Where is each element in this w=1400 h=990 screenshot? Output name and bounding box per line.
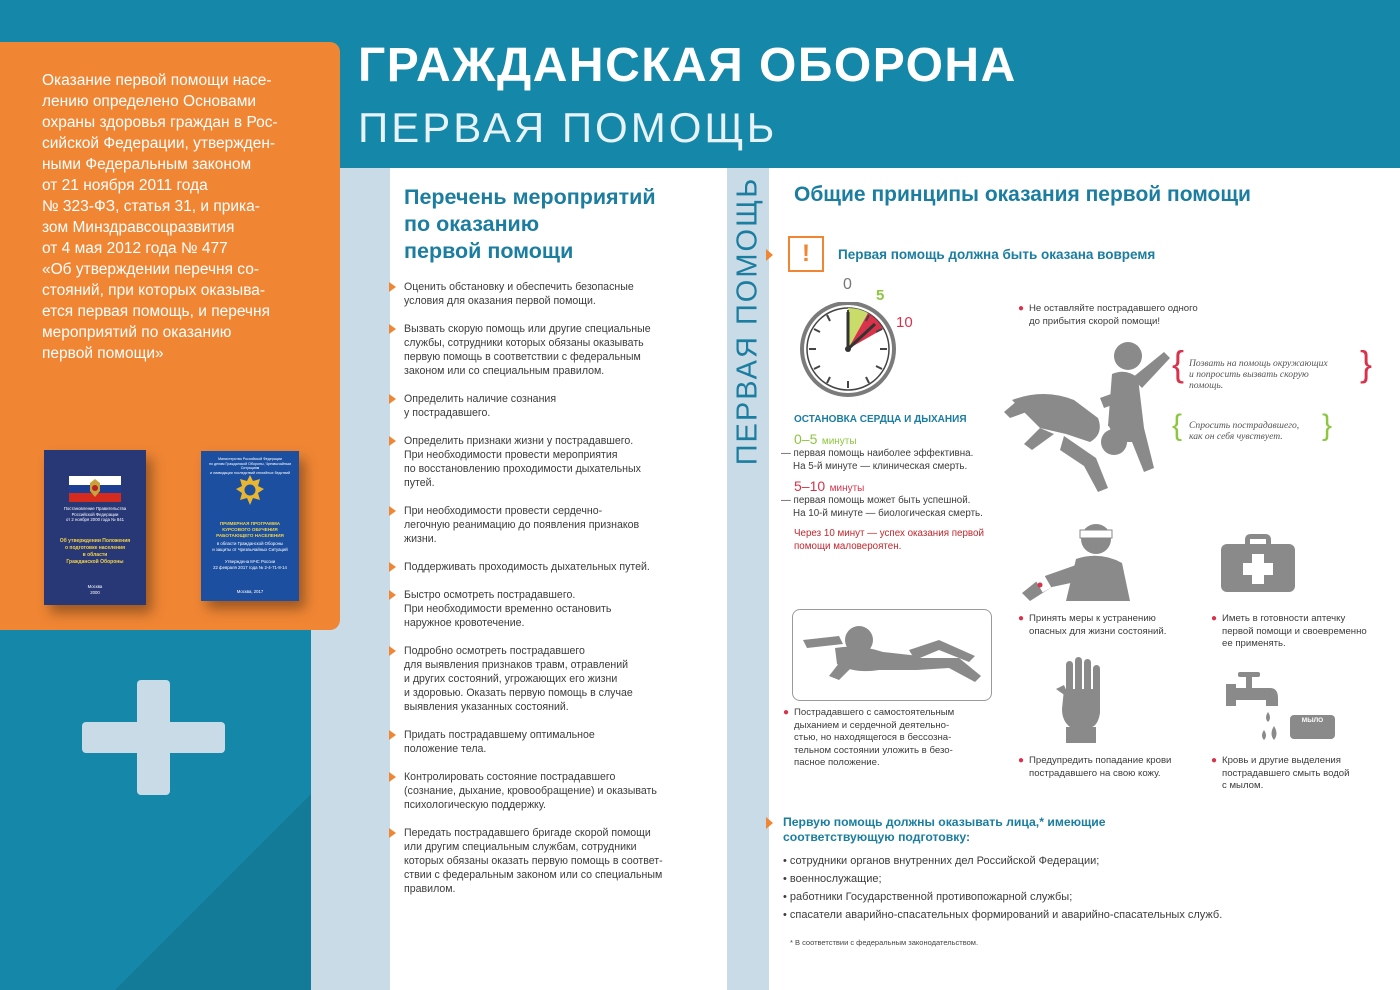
brace-right-icon: } bbox=[1360, 343, 1373, 384]
blood-note: ● Предупредить попадание крови пострадавшего на свою кожу. bbox=[1018, 755, 1172, 779]
list-item: Определить наличие сознания у пострадавшего. bbox=[387, 392, 707, 420]
range-5-10-text: — первая помощь может быть успешной. На 10-й минуте — биологическая смерть. bbox=[781, 495, 983, 519]
page-subtitle: ПЕРВАЯ ПОМОЩЬ bbox=[358, 104, 778, 151]
list-item: При необходимости провести сердечно- легочную реанимацию до появления признаков жизни. bbox=[387, 504, 707, 546]
soap-icon: МЫЛО bbox=[1290, 715, 1335, 739]
ask-note: Спросить пострадавшего, как он себя чувствует. bbox=[1189, 420, 1300, 442]
list-item: • работники Государственной противопожарной службы; bbox=[783, 888, 1222, 906]
list-item: • военнослужащие; bbox=[783, 870, 1222, 888]
clock-label-ten: 10 bbox=[896, 314, 913, 331]
cardiac-heading: ОСТАНОВКА СЕРДЦА И ДЫХАНИЯ bbox=[794, 414, 967, 425]
list-item: Определить признаки жизни у пострадавшего. При необходимости провести мероприятия по восстановлению проходимости дыхательных путей. bbox=[387, 434, 707, 490]
emergency-emblem-icon bbox=[234, 473, 266, 509]
intro-text: Оказание первой помощи насе- лению определено Основами охраны здоровья граждан в Рос- сийской Федерации, утвержден- ными Федеральным законом от 21 ноября 2011 года № 323-ФЗ, статья 31, и прика- зом Минздравсоцразвития от 4 мая 2012 года № 477 «Об утверждении перечня со- стояний, при которых оказыва- ется первая помощь, и перечня мероприятий по оказанию первой помощи» bbox=[42, 72, 278, 362]
principles-heading: Общие принципы оказания первой помощи bbox=[794, 183, 1251, 206]
providers-heading: Первую помощь должны оказывать лица,* имеющие соответствующую подготовку: bbox=[783, 815, 1106, 844]
list-item: Передать пострадавшего бригаде скорой помощи или другим специальным службам, сотрудники которых обязаны оказать первую помощь в соответ- ствии с федеральным законом или со специальным правилом. bbox=[387, 826, 707, 896]
dont-leave-note: ● Не оставляйте пострадавшего одного до прибытия скорой помощи! bbox=[1018, 303, 1198, 327]
list-item: • спасатели аварийно-спасательных формирований и аварийно-спасательных служб. bbox=[783, 906, 1222, 924]
list-item: • сотрудники органов внутренних дел Российской Федерации; bbox=[783, 852, 1222, 870]
range-0-5: 0–5 минуты bbox=[794, 431, 857, 447]
book-civil-defense-regulation: Постановление Правительства Российской Федерации от 2 ноября 2000 года № 841 Об утверждении Положения о подготовке населения в области Гражданской Обороны Москва 2000 bbox=[44, 450, 146, 605]
exclamation-icon: ! bbox=[788, 236, 824, 272]
faucet-icon bbox=[1226, 668, 1288, 750]
cardiac-warning: Через 10 минут — успех оказания первой помощи маловероятен. bbox=[794, 528, 984, 552]
rescuer-helping-victim-icon bbox=[1004, 338, 1174, 498]
vertical-label: ПЕРВАЯ ПОМОЩЬ bbox=[731, 176, 764, 466]
pointer-icon-2 bbox=[766, 817, 773, 829]
footnote: * В соответствии с федеральным законодательством. bbox=[790, 938, 979, 947]
glove-icon bbox=[1054, 655, 1108, 745]
recovery-position-icon bbox=[799, 618, 985, 690]
clock-label-five: 5 bbox=[876, 287, 885, 304]
list-item: Придать пострадавшему оптимальное положение тела. bbox=[387, 728, 707, 756]
measures-list bbox=[387, 280, 707, 910]
pointer-icon bbox=[766, 249, 773, 261]
brace-left-icon: { bbox=[1172, 343, 1185, 384]
plus-icon-bar bbox=[82, 722, 225, 753]
brace-left-green-icon: { bbox=[1172, 409, 1183, 442]
measures-life-note: ● Принять меры к устранению опасных для жизни состояний. bbox=[1018, 613, 1167, 637]
page-title: ГРАЖДАНСКАЯ ОБОРОНА bbox=[358, 39, 1017, 92]
providers-list bbox=[783, 852, 1222, 924]
wash-note: ● Кровь и другие выделения пострадавшего смыть водой с мылом. bbox=[1211, 755, 1350, 791]
bandaged-person-icon bbox=[1018, 521, 1134, 601]
list-item: Быстро осмотреть пострадавшего. При необходимости временно остановить наружное кровотечение. bbox=[387, 588, 707, 630]
recovery-position-frame bbox=[792, 609, 992, 701]
book-training-program: Министерство Российской Федерации по делам Гражданской Обороны, Чрезвычайным Ситуациям и ликвидации последствий стихийных бедствий ПРИМЕРНАЯ ПРОГРАММА КУРСОВОГО ОБУЧЕНИЯ РАБОТАЮЩЕГО НАСЕЛЕНИЯ в области Гражданской Обороны и защиты от Чрезвычайных Ситуаций Утверждена МЧС России 22 февраля 2017 года № 2-4-71-8-14 Москва, 2017 bbox=[201, 451, 299, 601]
range-5-10: 5–10 минуты bbox=[794, 478, 865, 494]
list-item: Оценить обстановку и обеспечить безопасные условия для оказания первой помощи. bbox=[387, 280, 707, 308]
recovery-note: ● Пострадавшего с самостоятельным дыханием и сердечной деятельно- стью, но находящегося в бессозна- тельном состоянии уложить в безо- пасное положение. bbox=[783, 707, 955, 768]
call-help-note: Позвать на помощь окружающих и попросить вызвать скорую помощь. bbox=[1189, 358, 1328, 391]
clock-icon bbox=[800, 302, 900, 402]
list-item: Подробно осмотреть пострадавшего для выявления признаков травм, отравлений и других состояний, угрожающих его жизни и здоровью. Оказать первую помощь в случае выявления указанных состояний. bbox=[387, 644, 707, 714]
timely-heading: Первая помощь должна быть оказана вовремя bbox=[838, 247, 1156, 262]
kit-note: ● Иметь в готовности аптечку первой помощи и своевременно ее применять. bbox=[1211, 613, 1367, 649]
brace-right-green-icon: } bbox=[1322, 409, 1333, 442]
range-0-5-text: — первая помощь наиболее эффективна. На 5-й минуте — клиническая смерть. bbox=[781, 448, 974, 472]
measures-heading: Перечень мероприятий по оказанию первой помощи bbox=[404, 185, 656, 263]
list-item: Контролировать состояние пострадавшего (сознание, дыхание, кровообращение) и оказывать психологическую поддержку. bbox=[387, 770, 707, 812]
list-item: Поддерживать проходимость дыхательных путей. bbox=[387, 560, 707, 574]
list-item: Вызвать скорую помощь или другие специальные службы, сотрудники которых обязаны оказывать первую помощь в соответствии с федеральным законом или со специальным правилом. bbox=[387, 322, 707, 378]
first-aid-kit-icon bbox=[1221, 532, 1295, 592]
clock-label-zero: 0 bbox=[843, 276, 852, 293]
coat-of-arms-icon bbox=[86, 477, 104, 499]
